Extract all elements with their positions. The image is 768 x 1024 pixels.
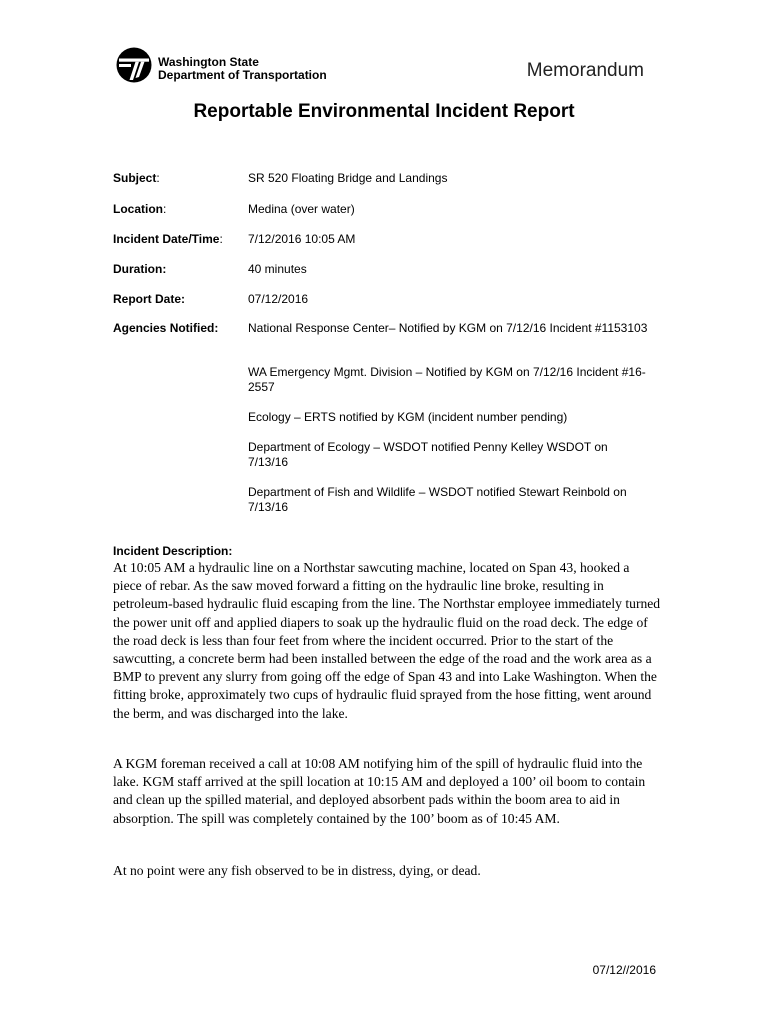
agency-item: Ecology – ERTS notified by KGM (incident number pending): [248, 410, 568, 424]
agency-item: National Response Center– Notified by KGM on 7/12/16 Incident #1153103: [248, 321, 648, 335]
agencies-notified-label: Agencies Notified:: [113, 321, 219, 335]
org-line-2: Department of Transportation: [158, 68, 327, 82]
footer-date: 07/12//2016: [592, 963, 656, 977]
incident-datetime-value: 7/12/2016 10:05 AM: [248, 232, 356, 246]
org-line-1: Washington State: [158, 55, 259, 69]
subject-label: Subject:: [113, 171, 160, 185]
description-paragraph: A KGM foreman received a call at 10:08 AM notifying him of the spill of hydraulic fluid into the lake. KGM staff arrived at the spill location at 10:15 AM and deployed a 100’ oil boom to contain and clean up the spilled material, and deployed absorbent pads within the boom area to aid in absorption. The spill was completely contained by the 100’ boom as of 10:45 AM.: [113, 756, 646, 826]
wsdot-logo-icon: [116, 47, 152, 83]
description-paragraph: At no point were any fish observed to be in distress, dying, or dead.: [113, 863, 481, 878]
incident-description-heading: Incident Description:: [113, 544, 233, 558]
location-value: Medina (over water): [248, 202, 355, 216]
report-date-label: Report Date:: [113, 292, 186, 306]
report-date-value: 07/12/2016: [248, 292, 309, 306]
location-label: Location:: [113, 202, 167, 216]
duration-label: Duration:: [113, 262, 167, 276]
document-type: Memorandum: [526, 60, 644, 81]
incident-datetime-label: Incident Date/Time:: [113, 232, 223, 246]
report-title: Reportable Environmental Incident Report: [193, 101, 575, 122]
organization-name: [158, 56, 327, 82]
subject-value: SR 520 Floating Bridge and Landings: [248, 171, 448, 185]
agency-item: WA Emergency Mgmt. Division – Notified by KGM on 7/12/16 Incident #16-2557: [248, 365, 646, 394]
duration-value: 40 minutes: [248, 262, 307, 276]
description-paragraph: At 10:05 AM a hydraulic line on a Northstar sawcuting machine, located on Span 43, hooked a piece of rebar. As the saw moved forward a fitting on the hydraulic line broke, resulting in petroleum-based hydraulic fluid escaping from the line. The Northstar employee immediately turned the power unit off and applied diapers to soak up the hydraulic fluid on the road deck. The edge of the road deck is less than four feet from where the incident occurred. Prior to the start of the sawcutting, a concrete berm had been installed between the edge of the road and the work area as a BMP to prevent any slurry from going off the edge of Span 43 and into Lake Washington. When the fitting broke, approximately two cups of hydraulic fluid sprayed from the hose fitting, went around the berm, and was discharged into the lake.: [113, 560, 661, 721]
agency-item: Department of Ecology – WSDOT notified Penny Kelley WSDOT on 7/13/16: [248, 440, 608, 469]
agency-item: Department of Fish and Wildlife – WSDOT notified Stewart Reinbold on 7/13/16: [248, 485, 627, 514]
